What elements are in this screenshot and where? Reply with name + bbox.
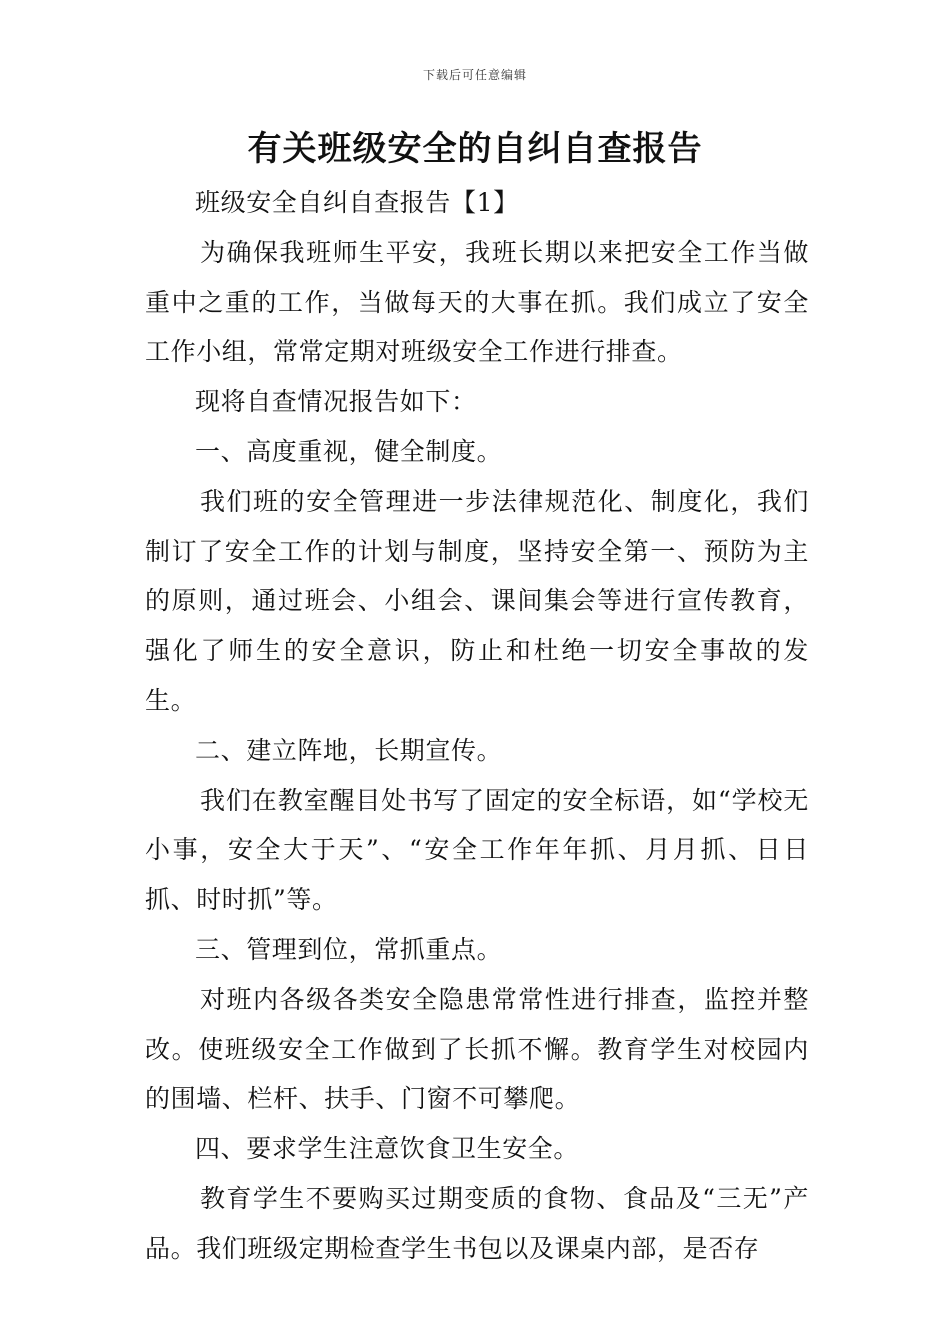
paragraph: 现将自查情况报告如下： bbox=[195, 387, 477, 417]
section-heading: 一、高度重视，健全制度。 bbox=[195, 436, 503, 466]
section-heading: 四、要求学生注意饮食卫生安全。 bbox=[195, 1134, 580, 1164]
header-note: 下载后可任意编辑 bbox=[422, 68, 527, 82]
paragraph: 教育学生不要购买过期变质的食物、食品及“三无”产品。我们班级定期检查学生书包以及课桌内部，是否存 bbox=[145, 1183, 809, 1263]
section-heading: 二、建立阵地，长期宣传。 bbox=[195, 735, 503, 765]
section-heading: 班级安全自纠自查报告【1】 bbox=[195, 188, 519, 217]
document-title: 有关班级安全的自纠自查报告 bbox=[247, 129, 703, 169]
paragraph: 我们在教室醒目处书写了固定的安全标语，如“学校无小事，安全大于天”、“安全工作年年抓、月月抓、日日抓、时时抓”等。 bbox=[145, 785, 809, 915]
section-heading: 三、管理到位，常抓重点。 bbox=[195, 934, 503, 964]
document-body bbox=[145, 178, 809, 1274]
paragraph: 我们班的安全管理进一步法律规范化、制度化，我们制订了安全工作的计划与制度，坚持安全第一、预防为主的原则，通过班会、小组会、课间集会等进行宣传教育，强化了师生的安全意识，防止和杜绝一切安全事故的发生。 bbox=[145, 486, 809, 715]
paragraph: 为确保我班师生平安，我班长期以来把安全工作当做重中之重的工作，当做每天的大事在抓。我们成立了安全工作小组，常常定期对班级安全工作进行排查。 bbox=[145, 237, 809, 367]
paragraph: 对班内各级各类安全隐患常常性进行排查，监控并整改。使班级安全工作做到了长抓不懈。教育学生对校园内的围墙、栏杆、扶手、门窗不可攀爬。 bbox=[145, 984, 809, 1114]
